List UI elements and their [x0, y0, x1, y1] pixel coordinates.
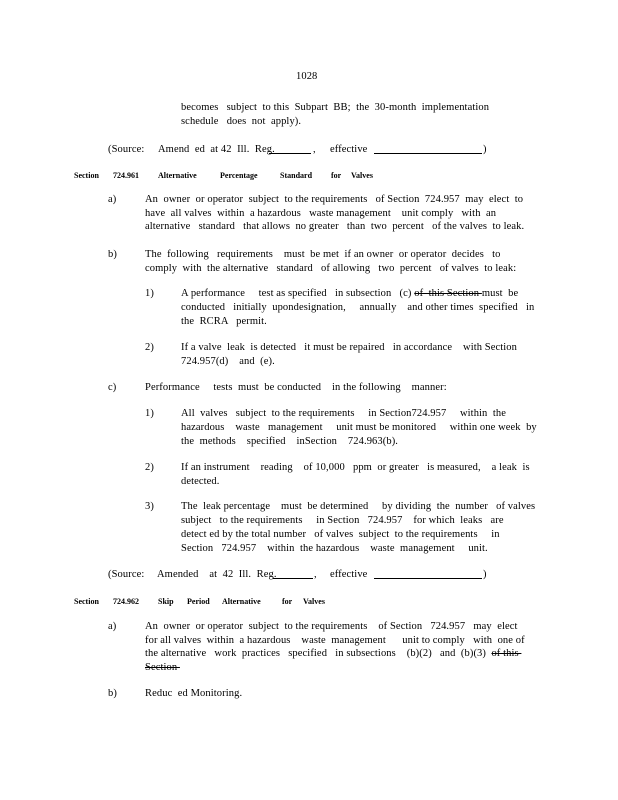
section-label: Section	[74, 171, 99, 180]
continuation-line-1: becomes subject to this Subpart BB; the 30-month implementation	[181, 102, 490, 113]
section-word-1: Alternative	[158, 171, 197, 180]
subsection-b1-marker: 1)	[145, 288, 154, 299]
s2-subsection-b-text: Reduc ed Monitoring.	[145, 688, 243, 699]
section-word-4: for	[282, 597, 293, 606]
section-word-5: Valves	[351, 171, 373, 180]
subsection-c2-line-2: detected.	[181, 476, 220, 487]
subsection-c3-line-4: Section 724.957 within the hazardous waste management unit.	[181, 543, 488, 554]
section-word-4: for	[331, 171, 342, 180]
source-comma: ,	[314, 569, 317, 580]
section-label: Section	[74, 597, 99, 606]
source-text: Amended at 42 Ill. Reg.	[157, 569, 277, 580]
s2a-text-pre: the alternative work practices specified in subsections (b)(2) and (b)(3)	[145, 648, 492, 659]
subsection-a-line-2: have all valves within a hazardous waste management unit comply with an	[145, 208, 497, 219]
subsection-b1-line-2: conducted initially upondesignation, annually and other times specified in	[181, 302, 535, 313]
source-comma: ,	[313, 144, 316, 155]
subsection-c2-line-1: If an instrument reading of 10,000 ppm or greater is measured, a leak is	[181, 462, 530, 473]
subsection-c-marker: c)	[108, 382, 117, 393]
subsection-b2-line-1: If a valve leak is detected it must be repaired in accordance with Section	[181, 342, 518, 353]
section-word-2: Percentage	[220, 171, 258, 180]
subsection-c1-marker: 1)	[145, 408, 154, 419]
subsection-b-line-1: The following requirements must be met if an owner or operator decides to	[145, 249, 501, 260]
subsection-a-line-1: An owner or operator subject to the requirements of Section 724.957 may elect to	[145, 194, 524, 205]
s2-subsection-b-marker: b)	[108, 688, 117, 699]
source-text: Amend ed at 42 Ill. Reg.	[158, 144, 275, 155]
effective-blank	[374, 143, 482, 154]
s2-subsection-a-line-4: Section	[145, 662, 180, 673]
section-word-3: Standard	[280, 171, 313, 180]
continuation-line-2: schedule does not apply).	[181, 116, 302, 127]
b1-struck-text: of this Section	[414, 288, 482, 299]
subsection-b1-line-1	[181, 287, 518, 301]
subsection-c3-line-1: The leak percentage must be determined by dividing the number of valves	[181, 501, 536, 512]
source-effective: effective	[330, 144, 368, 155]
subsection-b-marker: b)	[108, 249, 117, 260]
page-number: 1028	[296, 71, 318, 82]
reg-blank	[269, 143, 311, 154]
subsection-a-marker: a)	[108, 194, 117, 205]
b1-text-post: must be	[481, 288, 519, 299]
source-prefix: (Source:	[108, 569, 145, 580]
subsection-b-line-2: comply with the alternative standard of allowing two percent of valves to leak:	[145, 263, 517, 274]
source-close: )	[483, 144, 487, 155]
source-prefix: (Source:	[108, 144, 145, 155]
subsection-c1-line-2: hazardous waste management unit must be monitored within one week by	[181, 422, 537, 433]
s2a-struck-text-1: of this	[491, 648, 522, 659]
subsection-a-line-3: alternative standard that allows no greater than two percent of the valves to leak.	[145, 221, 525, 232]
section-number: 724.962	[113, 597, 139, 606]
source-close: )	[483, 569, 487, 580]
subsection-b2-marker: 2)	[145, 342, 154, 353]
s2-subsection-a-line-1: An owner or operator subject to the requirements of Section 724.957 may elect	[145, 621, 518, 632]
section-word-2: Period	[187, 597, 210, 606]
effective-blank	[374, 568, 482, 579]
reg-blank	[273, 568, 313, 579]
subsection-c3-marker: 3)	[145, 501, 154, 512]
s2-subsection-a-marker: a)	[108, 621, 117, 632]
section-word-5: Valves	[303, 597, 325, 606]
subsection-c1-line-3: the methods specified inSection 724.963(b).	[181, 436, 399, 447]
subsection-b1-line-3: the RCRA permit.	[181, 316, 267, 327]
subsection-c3-line-2: subject to the requirements in Section 724.957 for which leaks are	[181, 515, 504, 526]
subsection-c1-line-1: All valves subject to the requirements in Section724.957 within the	[181, 408, 506, 419]
s2-subsection-a-line-2: for all valves within a hazardous waste management unit to comply with one of	[145, 635, 525, 646]
subsection-c-text: Performance tests must be conducted in the following manner:	[145, 382, 447, 393]
subsection-b2-line-2: 724.957(d) and (e).	[181, 356, 275, 367]
section-number: 724.961	[113, 171, 139, 180]
subsection-c2-marker: 2)	[145, 462, 154, 473]
section-word-3: Alternative	[222, 597, 261, 606]
source-effective: effective	[330, 569, 368, 580]
subsection-c3-line-3: detect ed by the total number of valves subject to the requirements in	[181, 529, 500, 540]
s2-subsection-a-line-3	[145, 647, 521, 661]
b1-text-pre: A performance test as specified in subsection (c)	[181, 288, 415, 299]
section-word-1: Skip	[158, 597, 174, 606]
